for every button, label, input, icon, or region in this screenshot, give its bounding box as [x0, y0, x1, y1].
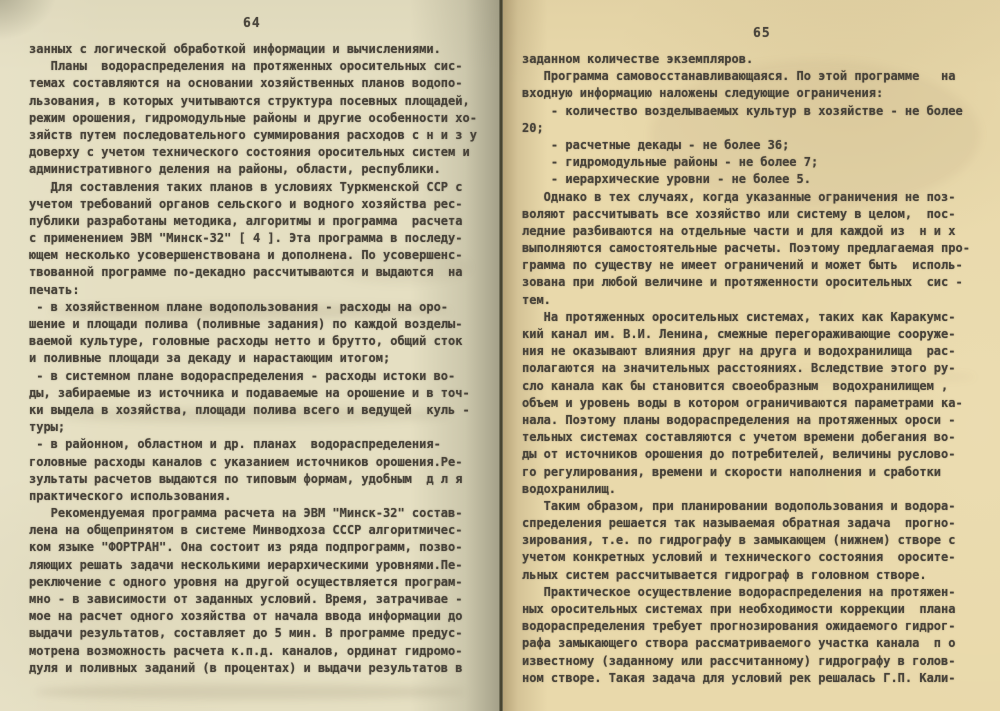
text-line: 20; [522, 120, 544, 135]
text-line: ледние разбиваются на отдельные части и для каждой из н и х [522, 223, 956, 238]
text-line: льзования, в которых учитываются структура посевных площадей, [29, 93, 470, 108]
text-line: реключение с одного уровня на другой осуществляется програм- [29, 574, 463, 589]
text-line: зультаты расчетов выдаются по типовым формам, удобным д л я [29, 471, 463, 486]
text-line: - количество возделываемых культур в хозяйстве - не более [522, 103, 963, 118]
text-line: головные расходы каналов с указанием источников орошения.Ре- [29, 454, 463, 469]
text-line: ния не оказывают влияния друг на друга и водохранилища рас- [522, 344, 956, 359]
text-line: лена на общепринятом в системе Минводхоза СССР алгоритмичес- [29, 523, 463, 538]
text-line: входную информацию наложены следующие ограничения: [522, 86, 884, 101]
page-number-left: 64 [243, 16, 261, 31]
text-line: Практическое осуществление водораспределения на протяжен- [522, 584, 956, 599]
text-line: ющем несколько усовершенствована и дополнена. По усовершенс- [29, 248, 463, 263]
text-line: Таким образом, при планировании водопользования и водора- [522, 498, 956, 513]
text-line: туры; [29, 420, 66, 435]
text-line: учетом требований органов сельского и водного хозяйства рес- [29, 196, 463, 211]
text-line: - гидромодульные районы - не более 7; [522, 155, 819, 170]
text-line: печать: [29, 282, 80, 297]
text-line: На протяженных оросительных системах, таких как Каракумс- [522, 309, 956, 324]
page-text-left [29, 41, 477, 677]
text-line: и поливные площади за декаду и нарастающим итогом; [29, 351, 391, 366]
text-line: мое на расчет одного хозяйства от начала ввода информации до [29, 609, 463, 624]
text-line: водораспределения требует прогнозирования ожидаемого гидрог- [522, 619, 956, 634]
text-line: кий канал им. В.И. Ленина, смежные перегораживающие сооруже- [522, 327, 956, 341]
text-line: выдачи результатов, составляет до 5 мин. В программе предус- [29, 626, 463, 641]
text-line: твованной программе по-декадно рассчитываются и выдаются на [29, 265, 463, 280]
text-line: ляющих решать задачи несколькими иерархическими уровнями.Пе- [29, 557, 463, 572]
text-line: ды от источников орошения до потребителей, величины руслово- [522, 447, 956, 462]
text-line: выполняются самостоятельные расчеты. Поэтому предлагаемая про- [522, 241, 970, 256]
text-line: занных с логической обработкой информации и вычислениями. [29, 42, 441, 56]
text-line: Однако в тех случаях, когда указанные ограничения не поз- [522, 189, 956, 204]
gutter-line [499, 0, 503, 711]
text-line: дуля и поливных заданий (в процентах) и выдачи результатов в [29, 660, 463, 675]
text-line: тем. [522, 292, 551, 307]
text-line: режим орошения, гидромодульные районы и другие особенности хо- [29, 110, 477, 125]
text-line: ваемой культуре, головные расходы нетто и брутто, общий сток [29, 334, 463, 349]
text-line: доверху с учетом технического состояния оросительных систем и [29, 145, 470, 160]
text-line: ды, забираемые из источника и подаваемые на орошение и в точ- [29, 385, 470, 400]
text-line: ком языке "ФОРТРАН". Она состоит из ряда подпрограмм, позво- [29, 540, 463, 555]
text-line: с применением ЭВМ "Минск-32" [ 4 ]. Эта программа в последу- [29, 231, 463, 246]
text-line: - расчетные декады - не более 36; [522, 137, 790, 152]
text-line: мотрена возможность расчета к.п.д. каналов, ординат гидромо- [29, 643, 463, 658]
text-line: нала. Поэтому планы водораспределения на протяженных ороси - [522, 412, 956, 427]
text-line: мно - в зависимости от заданных условий. Время, затрачивае - [29, 592, 463, 606]
text-line: ки выдела в хозяйства, площади полива всего и ведущей куль - [29, 402, 470, 417]
text-line: Рекомендуемая программа расчета на ЭВМ "Минск-32" состав- [29, 506, 463, 521]
text-line: зована при любой величине и протяженности оросительных сис - [522, 275, 963, 290]
text-line: практического использования. [29, 488, 232, 503]
text-line: шение и площади полива (поливные задания) по каждой возделы- [29, 317, 463, 331]
text-line: темах составляются на основании хозяйственных планов водопо- [29, 76, 463, 91]
text-line: объем и уровень воды в котором ограничиваются параметрами ка- [522, 395, 963, 410]
text-line: Планы водораспределения на протяженных оросительных сис- [29, 59, 463, 74]
text-line: заданном количестве экземпляров. [522, 52, 754, 66]
text-line: ном створе. Такая задача для условий рек решалась Г.П. Кали- [522, 670, 956, 685]
text-line: известному (заданному или рассчитанному) гидрографу в голов- [522, 653, 956, 668]
text-line: полагаются на значительных расстояниях. Вследствие этого ру- [522, 361, 956, 376]
text-line: - в хозяйственном плане водопользования - расходы на оро- [29, 299, 449, 314]
text-line: Для составления таких планов в условиях Туркменской ССР с [29, 179, 463, 194]
text-line: - в системном плане водораспределения - расходы истоки во- [29, 368, 456, 383]
text-line: Программа самовосстанавливающаяся. По этой программе на [522, 69, 956, 84]
text-line: зирования, т.е. по гидрографу в замыкающем (нижнем) створе с [522, 533, 956, 548]
text-line: - в районном, областном и др. планах водораспределения- [29, 437, 441, 452]
text-line: го регулирования, времени и скорости наполнения и сработки [522, 464, 942, 479]
text-line: воляют рассчитывать все хозяйство или систему в целом, пос- [522, 206, 956, 221]
text-line: - иерархические уровни - не более 5. [522, 172, 811, 187]
text-line: спределения решается так называемая обратная задача прогно- [522, 516, 956, 531]
text-line: административного деления на районы, области, республики. [29, 162, 441, 177]
text-line: водохранилищ. [522, 481, 616, 496]
text-line: публики разработаны методика, алгоритмы и программа расчета [29, 213, 463, 228]
page-text-right [522, 51, 970, 687]
text-line: льных систем рассчитывается гидрограф в головном створе. [522, 567, 927, 582]
page-number-right: 65 [753, 26, 771, 41]
text-line: грамма по существу не имеет ограничений и может быть исполь- [522, 258, 963, 273]
text-line: рафа замыкающего створа рассматриваемого участка канала п о [522, 636, 956, 651]
text-line: зяйств путем последовательного суммирования расходов с н и з у [29, 127, 477, 142]
text-line: учетом конкретных условий и технического состояния оросите- [522, 550, 956, 565]
text-line: сло канала как бы становится своеобразным водохранилищем , [522, 378, 949, 393]
text-line: ных оросительных системах при необходимости коррекции плана [522, 602, 956, 616]
text-line: тельных системах составляются с учетом времени добегания во- [522, 430, 956, 445]
